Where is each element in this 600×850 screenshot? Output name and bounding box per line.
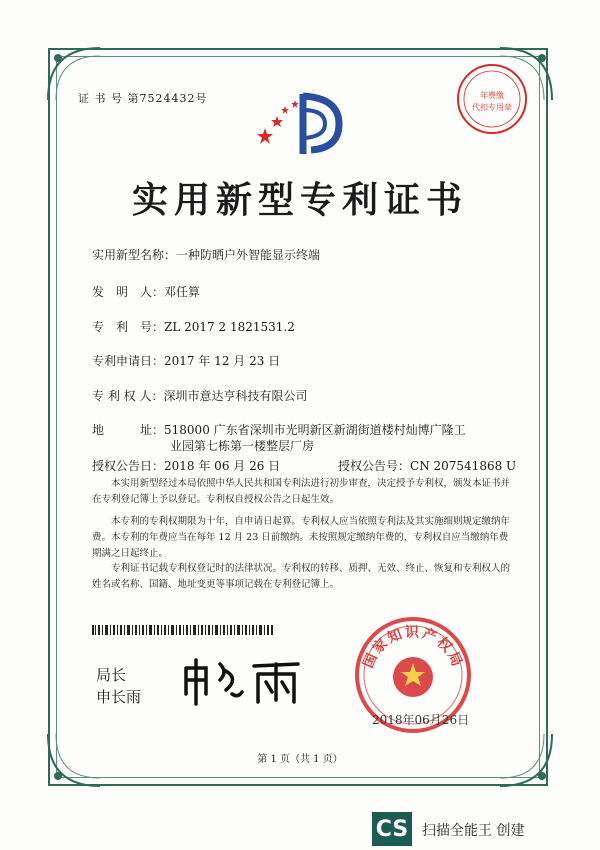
barcode (92, 625, 274, 635)
field-filing-date (92, 352, 280, 369)
paragraph-term: 本专利的专利权期限为十年，自申请日起算。专利权人应当依照专利法及其实施细则规定缴纳年费。本专利的年费应当在每年 12 月 23 日前缴纳。未按照规定缴纳年费的，专利权自应当缴纳年费期满之日起终止。 (92, 516, 511, 559)
model-name-value: 一种防晒户外智能显示终端 (176, 248, 321, 262)
field-inventor (92, 283, 200, 300)
field-patentee (92, 387, 307, 404)
inventor-value: 邓任算 (164, 285, 201, 299)
patent-office-logo-icon (255, 88, 345, 158)
signatory-name: 申长雨 (96, 688, 142, 706)
field-address (92, 421, 466, 438)
signatory-title: 局长 (96, 666, 127, 684)
inventor-label: 发 明 人： (92, 285, 165, 299)
field-patent-number (92, 318, 295, 335)
annual-fee-stamp (455, 62, 529, 136)
field-grant-number (338, 457, 516, 474)
seal-text: 国家知识产权局 (360, 625, 466, 671)
seal-date: 2018年06月26日 (372, 713, 470, 727)
field-model-name (92, 246, 320, 263)
grant-date-label: 授权公告日： (92, 459, 165, 473)
patentee-label: 专 利 权 人： (92, 389, 164, 403)
patentee-value: 深圳市意达亨科技有限公司 (163, 389, 308, 403)
certificate-number: 证 书 号 第7524432号 (78, 92, 208, 105)
address-line-1: 518000 广东省深圳市光明新区新湖街道楼村灿博广隆工 (164, 423, 466, 437)
grant-number-value: CN 207541868 U (410, 459, 517, 473)
page-number: 第 1 页（共 1 页） (257, 754, 343, 765)
filing-date-value: 2017 年 12 月 23 日 (164, 354, 281, 368)
camscanner-label: 扫描全能王 创建 (422, 823, 525, 839)
filing-date-label: 专利申请日： (92, 354, 165, 368)
patent-number-value: ZL 2017 2 1821531.2 (164, 320, 295, 334)
model-name-label: 实用新型名称： (92, 248, 177, 262)
patent-number-label: 专 利 号： (92, 320, 165, 334)
grant-date-value: 2018 年 06 月 26 日 (164, 459, 281, 473)
grant-number-label: 授权公告号： (338, 459, 411, 473)
stamp-line-2: 代扣专用章 (472, 103, 512, 112)
paragraph-grant: 本实用新型经过本局依照中华人民共和国专利法进行初步审查，决定授予专利权，颁发本证书并在专利登记簿上予以登记。专利权自授权公告之日起生效。 (92, 478, 511, 505)
handwritten-signature (180, 650, 310, 710)
address-line-2: 业园第七栋第一楼整层厂房 (170, 439, 315, 453)
stamp-line-1: 年费缴 (480, 91, 504, 100)
field-grant-date (92, 457, 280, 474)
paragraph-register: 专利证书记载专利权登记时的法律状况。专利权的转移、质押、无效、终止、恢复和专利权人的姓名或名称、国籍、地址变更等事项记载在专利登记簿上。 (92, 563, 511, 590)
camscanner-logo: CS (372, 812, 412, 846)
certificate-title: 实用新型专利证书 (131, 180, 468, 221)
address-label: 地 址： (92, 423, 165, 437)
